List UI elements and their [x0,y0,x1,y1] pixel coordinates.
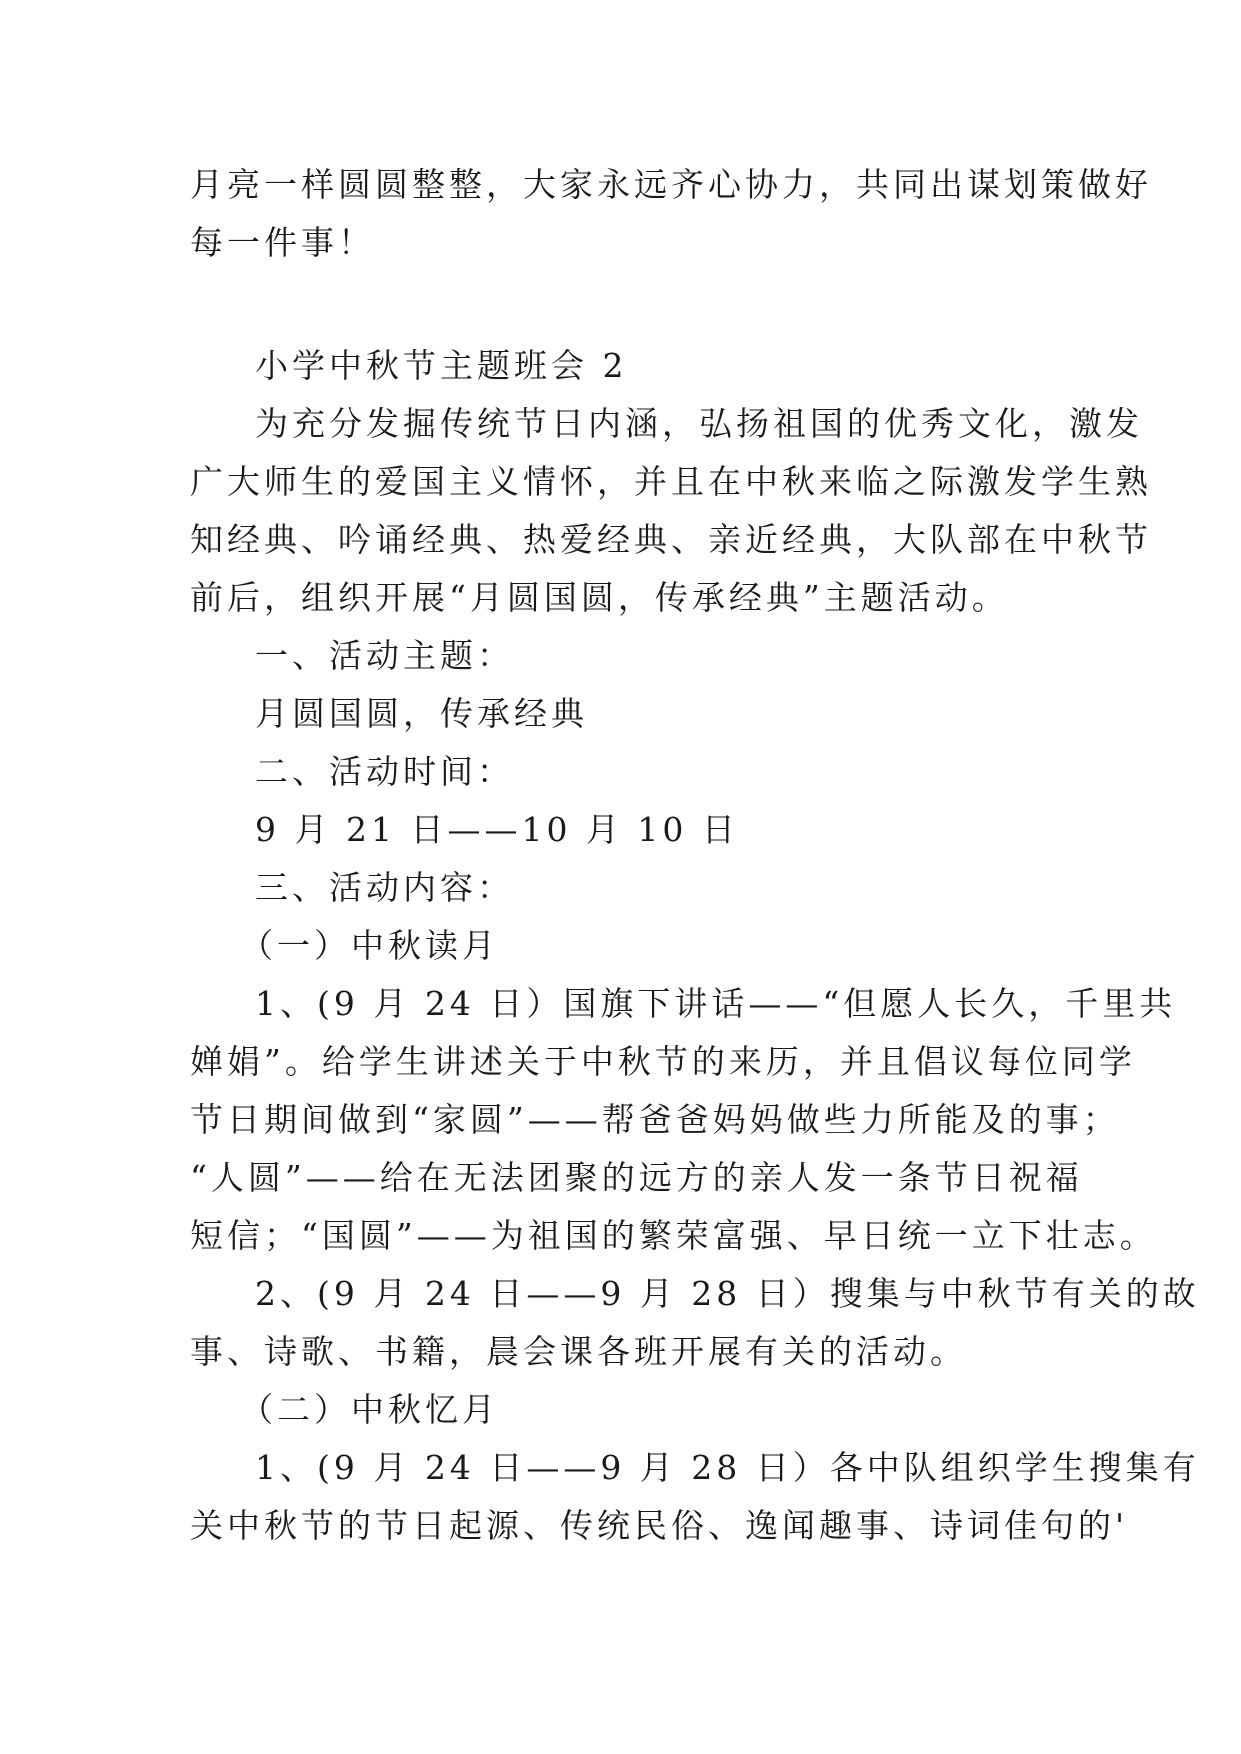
paragraph-line: 每一件事！ [190,223,375,262]
subheading: 一、活动主题： [255,636,514,675]
paragraph-line: 知经典、吟诵经典、热爱经典、亲近经典，大队部在中秋节 [190,520,1152,559]
paragraph-line: 1、(9 月 24 日——9 月 28 日）各中队组织学生搜集有 [255,1448,1200,1487]
subheading: 二、活动时间： [255,752,514,791]
section-heading: 小学中秋节主题班会 2 [255,346,628,385]
paragraph-line: 9 月 21 日——10 月 10 日 [255,810,739,849]
subheading: （一）中秋读月 [240,926,499,965]
paragraph-line: 关中秋节的节日起源、传统民俗、逸闻趣事、诗词佳句的' [190,1506,1129,1545]
paragraph-line: 月亮一样圆圆整整，大家永远齐心协力，共同出谋划策做好 [190,165,1152,204]
subheading: （二）中秋忆月 [240,1390,499,1429]
paragraph-line: 1、(9 月 24 日）国旗下讲话——“但愿人长久，千里共 [255,984,1177,1023]
subheading: 三、活动内容： [255,868,514,907]
paragraph-line: 广大师生的爱国主义情怀，并且在中秋来临之际激发学生熟 [190,462,1152,501]
paragraph-line: 为充分发掘传统节日内涵，弘扬祖国的优秀文化，激发 [255,404,1143,443]
paragraph-line: 节日期间做到“家圆”——帮爸爸妈妈做些力所能及的事； [190,1100,1120,1139]
paragraph-line: 婵娟”。给学生讲述关于中秋节的来历，并且倡议每位同学 [190,1042,1136,1081]
paragraph-line: 短信；“国圆”——为祖国的繁荣富强、早日统一立下壮志。 [190,1216,1157,1255]
paragraph-line: 事、诗歌、书籍，晨会课各班开展有关的活动。 [190,1332,967,1371]
paragraph-line: “人圆”——给在无法团聚的远方的亲人发一条节日祝福 [190,1158,1083,1197]
paragraph-line: 前后，组织开展“月圆国圆，传承经典”主题活动。 [190,578,1009,617]
paragraph-line: 2、(9 月 24 日——9 月 28 日）搜集与中秋节有关的故 [255,1274,1200,1313]
paragraph-line: 月圆国圆，传承经典 [255,694,588,733]
